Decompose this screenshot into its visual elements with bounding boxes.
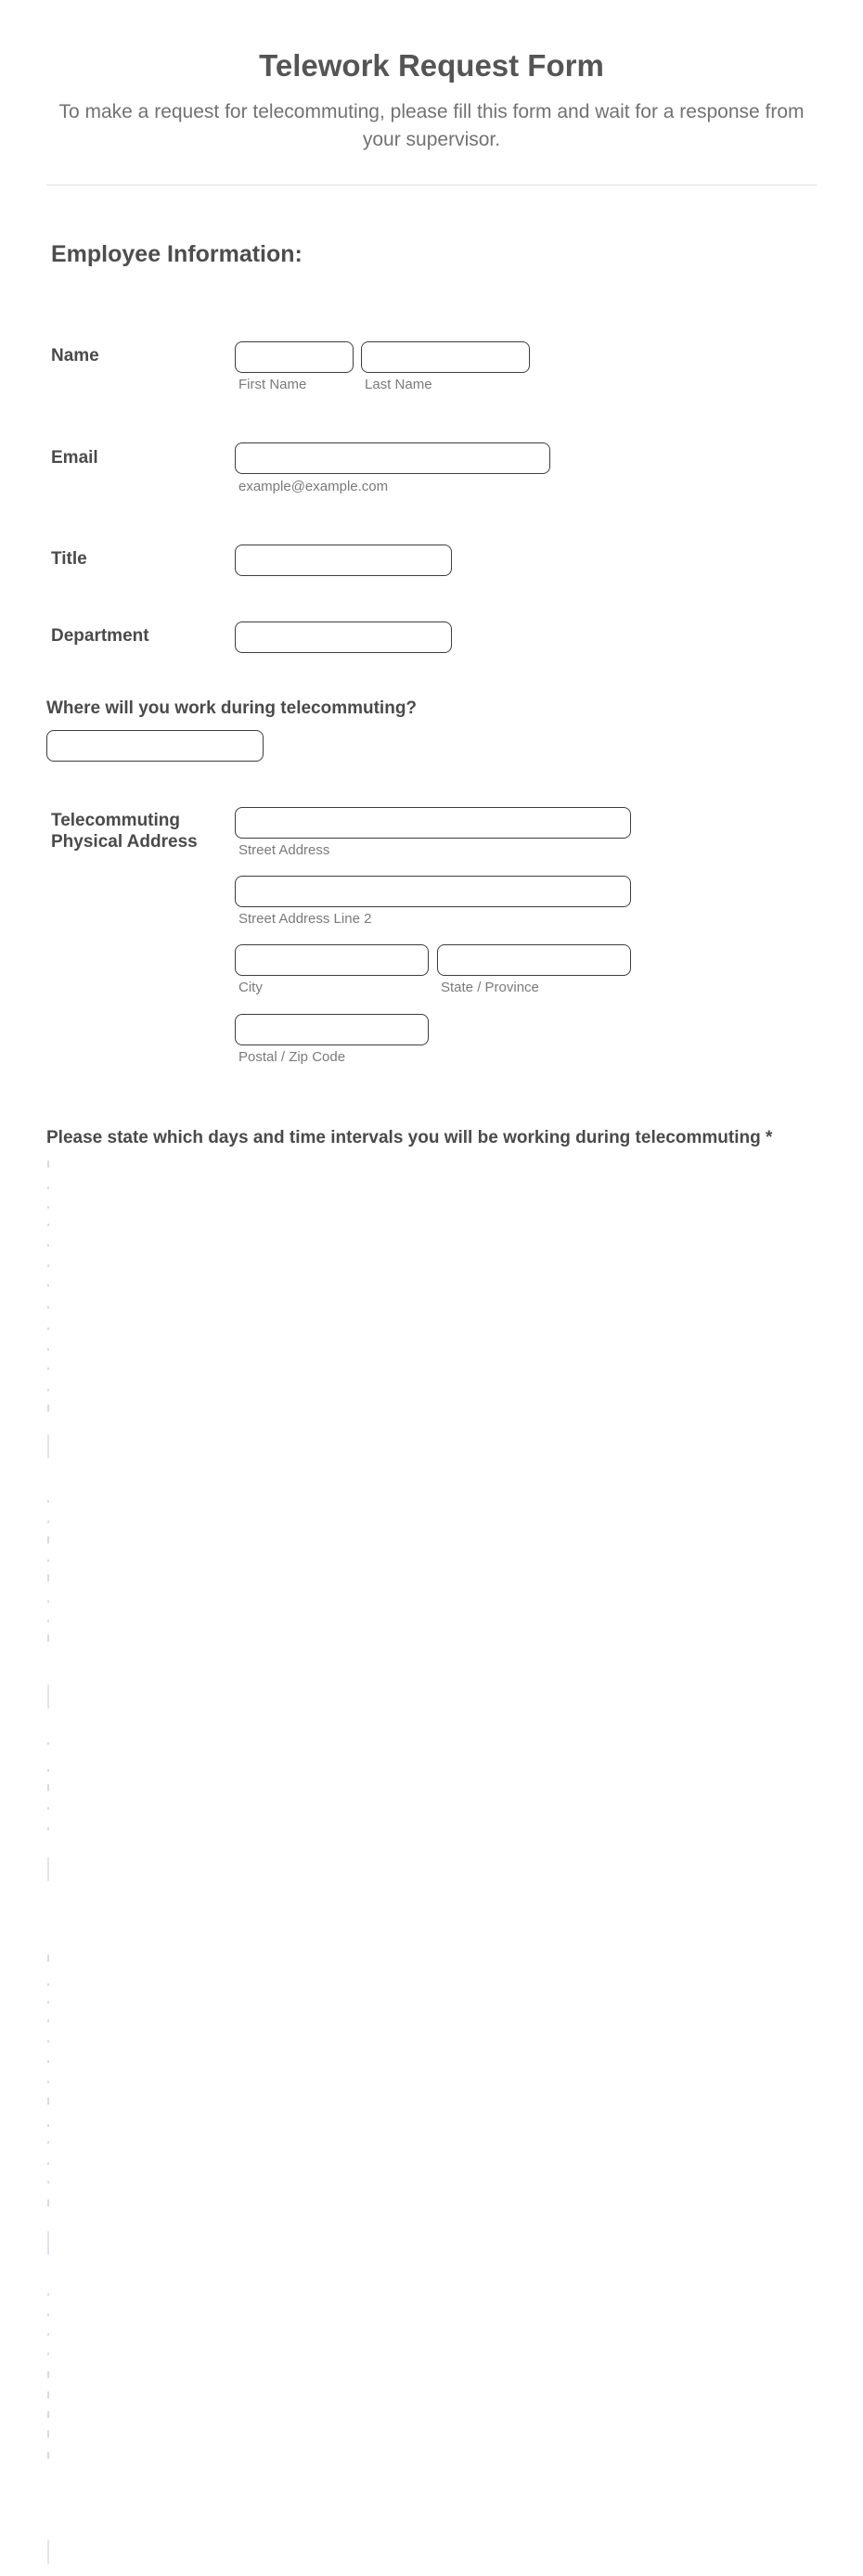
email-input[interactable] — [235, 442, 550, 474]
placeholder-mark — [47, 2081, 49, 2083]
placeholder-mark — [47, 1224, 49, 1226]
title-input[interactable] — [235, 545, 452, 576]
city-sublabel: City — [238, 980, 263, 995]
placeholder-mark — [47, 1620, 49, 1622]
address-label-line1: Telecommuting — [51, 811, 180, 830]
form-title: Telework Request Form — [259, 48, 604, 83]
placeholder-mark — [47, 2352, 49, 2355]
address-label-line2: Physical Address — [51, 832, 198, 852]
placeholder-mark — [47, 1327, 49, 1330]
placeholder-mark — [47, 1857, 49, 1881]
street-address-line2-sublabel: Street Address Line 2 — [238, 911, 372, 927]
placeholder-mark — [47, 2411, 49, 2418]
placeholder-mark — [47, 2430, 49, 2438]
telecommute-location-input[interactable] — [46, 730, 264, 762]
placeholder-mark — [47, 1434, 49, 1458]
placeholder-mark — [47, 1186, 49, 1189]
placeholder-mark — [47, 1367, 49, 1370]
placeholder-mark — [47, 1954, 49, 1962]
placeholder-mark — [47, 2452, 49, 2459]
placeholder-mark — [47, 1784, 49, 1791]
last-name-sublabel: Last Name — [365, 377, 432, 392]
name-label: Name — [51, 346, 99, 365]
placeholder-mark — [47, 2001, 49, 2004]
city-input[interactable] — [235, 944, 429, 976]
street-address-input[interactable] — [235, 807, 631, 839]
placeholder-mark — [47, 1389, 49, 1391]
postal-code-input[interactable] — [235, 1014, 429, 1045]
department-label: Department — [51, 626, 149, 646]
placeholder-mark — [47, 1264, 49, 1267]
address-label — [51, 810, 198, 852]
section-title-employee-information: Employee Information: — [51, 241, 303, 267]
placeholder-mark — [47, 1807, 49, 1810]
email-sublabel: example@example.com — [238, 479, 389, 494]
street-address-sublabel: Street Address — [238, 842, 330, 858]
placeholder-mark — [47, 2097, 49, 2105]
placeholder-mark — [47, 2540, 49, 2564]
placeholder-mark — [47, 1160, 49, 1168]
placeholder-mark — [47, 1244, 49, 1247]
form-subtitle: To make a request for telecommuting, please fill this form and wait for a response from your supervisor. — [58, 101, 805, 150]
placeholder-mark — [47, 1306, 49, 1309]
email-label: Email — [51, 448, 98, 468]
placeholder-mark — [47, 1520, 49, 1523]
department-input[interactable] — [235, 622, 452, 653]
placeholder-mark — [47, 1769, 49, 1772]
first-name-sublabel: First Name — [238, 377, 307, 392]
placeholder-mark — [47, 2181, 49, 2184]
header-divider — [46, 185, 817, 186]
last-name-input[interactable] — [361, 341, 530, 373]
placeholder-mark — [47, 2040, 49, 2043]
placeholder-mark — [47, 1500, 49, 1503]
schedule-widget-placeholder[interactable] — [0, 1160, 56, 2570]
title-label: Title — [51, 549, 87, 569]
placeholder-mark — [47, 1559, 49, 1562]
placeholder-mark — [47, 2141, 49, 2144]
placeholder-mark — [47, 1634, 49, 1642]
placeholder-mark — [47, 1742, 49, 1745]
placeholder-mark — [47, 2391, 49, 2399]
telecommute-location-question: Where will you work during telecommuting? — [46, 698, 418, 718]
placeholder-mark — [47, 2333, 49, 2336]
placeholder-mark — [47, 1348, 49, 1351]
postal-code-sublabel: Postal / Zip Code — [238, 1049, 346, 1065]
placeholder-mark — [47, 1206, 49, 1209]
placeholder-mark — [47, 2293, 49, 2296]
placeholder-mark — [47, 2371, 49, 2378]
placeholder-mark — [47, 2231, 49, 2255]
placeholder-mark — [47, 2162, 49, 2165]
first-name-input[interactable] — [235, 341, 354, 373]
placeholder-mark — [47, 2313, 49, 2316]
placeholder-mark — [47, 2060, 49, 2063]
placeholder-mark — [47, 1827, 49, 1830]
state-province-input[interactable] — [437, 944, 631, 976]
placeholder-mark — [47, 1536, 49, 1544]
schedule-question — [46, 1128, 772, 1148]
street-address-line2-input[interactable] — [235, 876, 631, 907]
schedule-question-text: Please state which days and time intervals you will be working during telecommuting — [46, 1128, 761, 1147]
placeholder-mark — [47, 2019, 49, 2022]
placeholder-mark — [47, 2124, 49, 2127]
placeholder-mark — [47, 1404, 49, 1412]
placeholder-mark — [47, 1685, 49, 1709]
placeholder-mark — [47, 1574, 49, 1582]
placeholder-mark — [47, 1284, 49, 1287]
placeholder-mark — [47, 2199, 49, 2207]
placeholder-mark — [47, 1600, 49, 1603]
required-mark: * — [765, 1128, 773, 1147]
state-province-sublabel: State / Province — [441, 980, 539, 995]
placeholder-mark — [47, 1983, 49, 1986]
